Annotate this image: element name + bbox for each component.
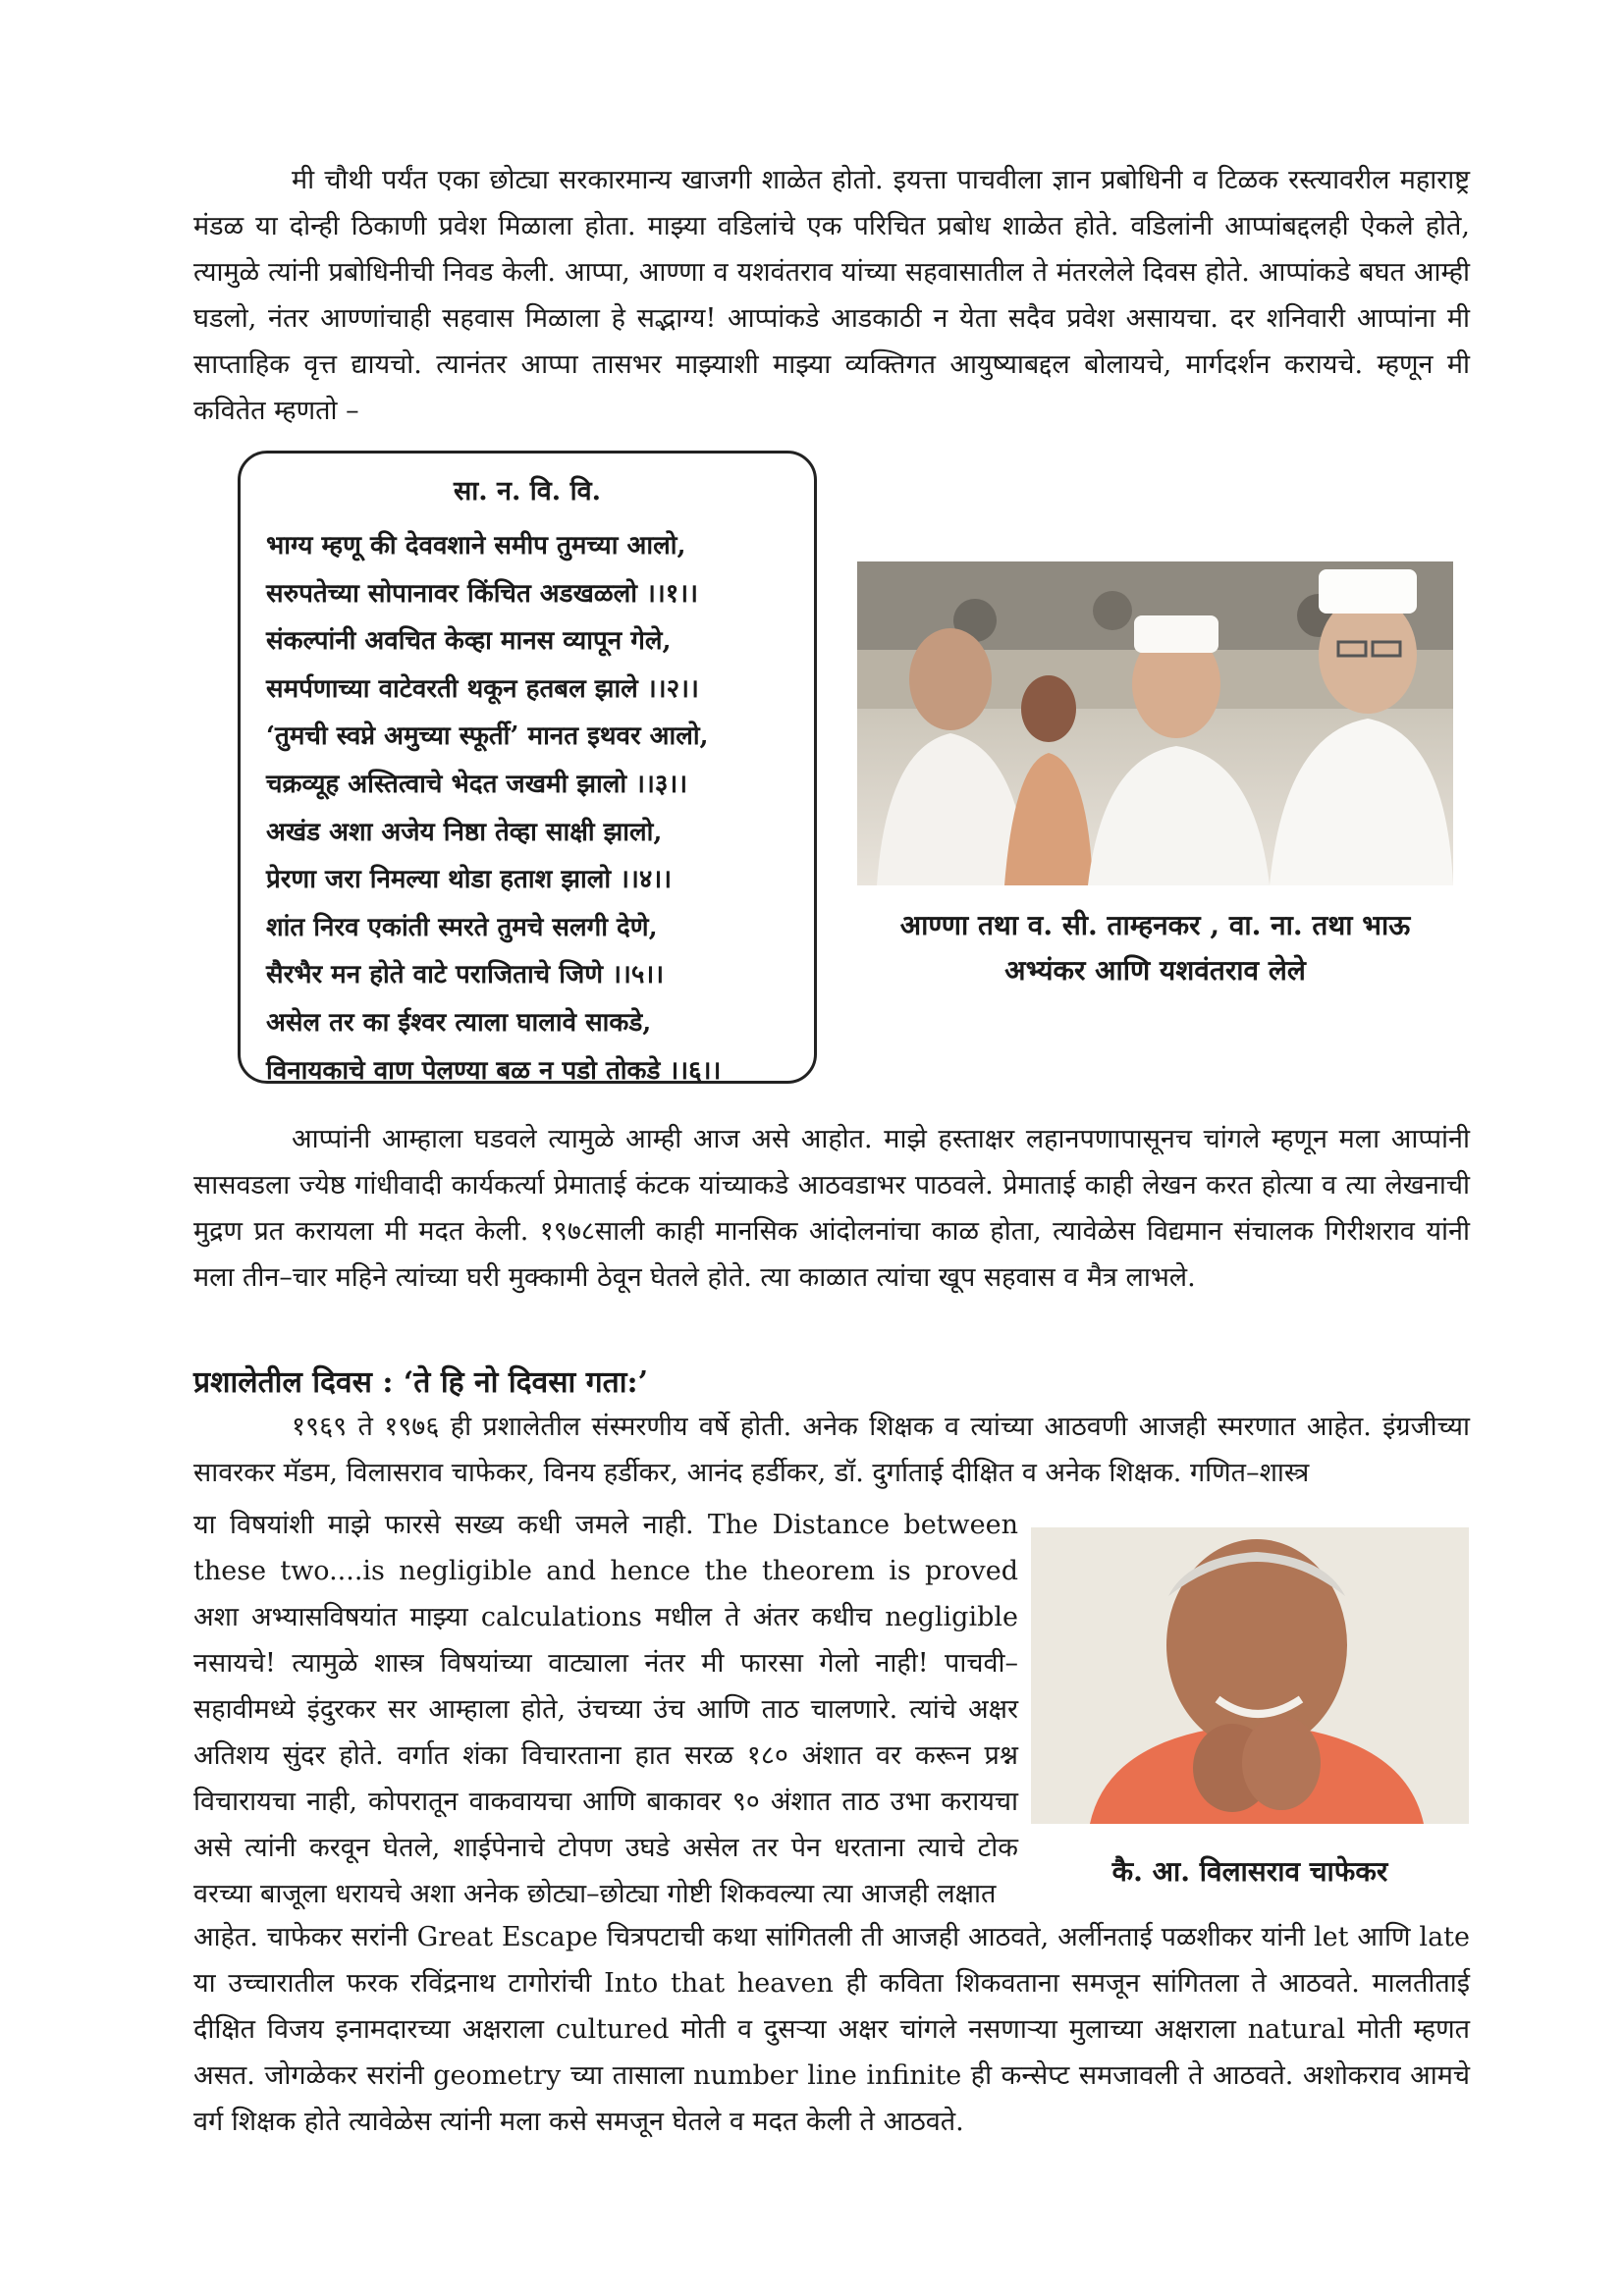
group-photo-illustration bbox=[857, 561, 1453, 885]
paragraph-3: १९६९ ते १९७६ ही प्रशालेतील संस्मरणीय वर्षे होती. अनेक शिक्षक व त्यांच्या आठवणी आजही स्मरणात आहेत. इंग्रजीच्या सावरकर मॅडम, विलासराव चाफेकर, विनय हर्डीकर, आनंद हर्डीकर, डॉ. दुर्गाताई दीक्षित व अनेक शिक्षक. गणित–शास्त्र bbox=[193, 1412, 1470, 1488]
group-photo-caption bbox=[857, 903, 1453, 993]
section-heading: प्रशालेतील दिवस : ‘ते हि नो दिवसा गता:’ bbox=[193, 1365, 649, 1400]
poem-lines bbox=[266, 522, 816, 1095]
poem-line: समर्पणाच्या वाटेवरती थकून हतबल झाले ।।२।। bbox=[266, 673, 699, 704]
poem-line: चक्रव्यूह अस्तित्वाचे भेदत जखमी झालो ।।३।। bbox=[266, 769, 688, 799]
poem-line: ‘तुमची स्वप्ने अमुच्या स्फूर्ती’ मानत इथवर आलो, bbox=[266, 721, 709, 752]
poem-line: सैरभैर मन होते वाटे पराजिताचे जिणे ।।५।। bbox=[266, 960, 665, 990]
poem-line: संकल्पांनी अवचित केव्हा मानस व्यापून गेले, bbox=[266, 626, 672, 657]
portrait-photo bbox=[1031, 1527, 1469, 1824]
intro-paragraph: मी चौथी पर्यंत एका छोट्या सरकारमान्य खाजगी शाळेत होतो. इयत्ता पाचवीला ज्ञान प्रबोधिनी व टिळक रस्त्यावरील महाराष्ट्र मंडळ या दोन्ही ठिकाणी प्रवेश मिळाला होता. माझ्या वडिलांचे एक परिचित प्रबोध शाळेत होते. वडिलांनी आप्पांबद्दलही ऐकले होते, त्यामुळे त्यांनी प्रबोधिनीची निवड केली. आप्पा, आण्णा व यशवंतराव यांच्या सहवासातील ते मंतरलेले दिवस होते. आप्पांकडे बघत आम्ही घडलो, नंतर आण्णांचाही सहवास मिळाला हे सद्भाग्य! आप्पांकडे आडकाठी न येता सदैव प्रवेश असायचा. दर शनिवारी आप्पांना मी साप्ताहिक वृत्त द्यायचो. त्यानंतर आप्पा तासभर माझ्याशी माझ्या व्यक्तिगत आयुष्याबद्दल बोलायचे, मार्गदर्शन करायचे. म्हणून मी कवितेत म्हणतो – bbox=[193, 165, 1470, 426]
group-photo-caption-line-2: अभ्यंकर आणि यशवंतराव लेले bbox=[1004, 954, 1306, 987]
portrait-photo-caption: कै. आ. विलासराव चाफेकर bbox=[1111, 1855, 1388, 1888]
portrait-photo-illustration bbox=[1031, 1527, 1469, 1824]
poem-box bbox=[238, 451, 817, 1084]
poem-title: सा. न. वि. वि. bbox=[453, 476, 602, 507]
poem-line: सरुपतेच्या सोपानावर किंचित अडखळलो ।।१।। bbox=[266, 578, 698, 609]
poem-line: विनायकाचे वाण पेलण्या बळ न पडो तोकडे ।।६।। bbox=[266, 1055, 722, 1086]
poem-line: भाग्य म्हणू की देववशाने समीप तुमच्या आलो, bbox=[266, 531, 686, 561]
poem-line: अखंड अशा अजेय निष्ठा तेव्हा साक्षी झालो, bbox=[266, 817, 663, 847]
group-photo bbox=[857, 561, 1453, 885]
poem-line: शांत निरव एकांती स्मरते तुमचे सलगी देणे, bbox=[266, 912, 658, 942]
paragraph-4-part-2: आहेत. चाफेकर सरांनी Great Escape चित्रपटाची कथा सांगितली ती आजही आठवते, अर्लीनताई पळशीकर यांनी let आणि late या उच्चारातील फरक रविंद्रनाथ टागोरांची Into that heaven ही कविता शिकवताना समजून सांगितला ते आठवते. मालतीताई दीक्षित विजय इनामदारच्या अक्षराला cultured मोती व दुसऱ्या अक्षर चांगले नसणाऱ्या मुलाच्या अक्षराला natural मोती म्हणत असत. जोगळेकर सरांनी geometry च्या तासाला number line infinite ही कन्सेप्ट समजावली ते आठवते. अशोकराव आमचे वर्ग शिक्षक होते त्यावेळेस त्यांनी मला कसे समजून घेतले व मदत केली ते आठवते. bbox=[193, 1922, 1470, 2137]
paragraph-4-part-1: या विषयांशी माझे फारसे सख्य कधी जमले नाही. The Distance between these two....is negligible and hence the theorem is proved अशा अभ्यासविषयांत माझ्या calculations मधील ते अंतर कधीच negligible नसायचे! त्यामुळे शास्त्र विषयांच्या वाट्याला नंतर मी फारसा गेलो नाही! पाचवी–सहावीमध्ये इंदुरकर सर आम्हाला होते, उंचच्या उंच आणि ताठ चालणारे. त्यांचे अक्षर अतिशय सुंदर होते. वर्गात शंका विचारताना हात सरळ १८० अंशात वर करून प्रश्न विचारायचा नाही, कोपरातून वाकवायचा आणि बाकावर ९० अंशात ताठ उभा करायचा असे त्यांनी करवून घेतले, शाईपेनाचे टोपण उघडे असेल तर पेन धरताना त्याचे टोक वरच्या बाजूला धरायचे अशा अनेक छोट्या–छोट्या गोष्टी शिकवल्या त्या आजही लक्षात bbox=[193, 1510, 1018, 1909]
poem-line: प्रेरणा जरा निमल्या थोडा हताश झालो ।।४।। bbox=[266, 865, 673, 895]
group-photo-caption-line-1: आण्णा तथा व. सी. ताम्हनकर , वा. ना. तथा भाऊ bbox=[899, 909, 1411, 941]
poem-line: असेल तर का ईश्वर त्याला घालावे साकडे, bbox=[266, 1007, 652, 1038]
paragraph-2: आप्पांनी आम्हाला घडवले त्यामुळे आम्ही आज असे आहोत. माझे हस्ताक्षर लहानपणापासूनच चांगले म्हणून मला आप्पांनी सासवडला ज्येष्ठ गांधीवादी कार्यकर्त्या प्रेमाताई कंटक यांच्याकडे आठवडाभर पाठवले. प्रेमाताई काही लेखन करत होत्या व त्या लेखनाची मुद्रण प्रत करायला मी मदत केली. १९७८साली काही मानसिक आंदोलनांचा काळ होता, त्यावेळेस विद्यमान संचालक गिरीशराव यांनी मला तीन–चार महिने त्यांच्या घरी मुक्कामी ठेवून घेतले होते. त्या काळात त्यांचा खूप सहवास व मैत्र लाभले. bbox=[193, 1124, 1470, 1293]
